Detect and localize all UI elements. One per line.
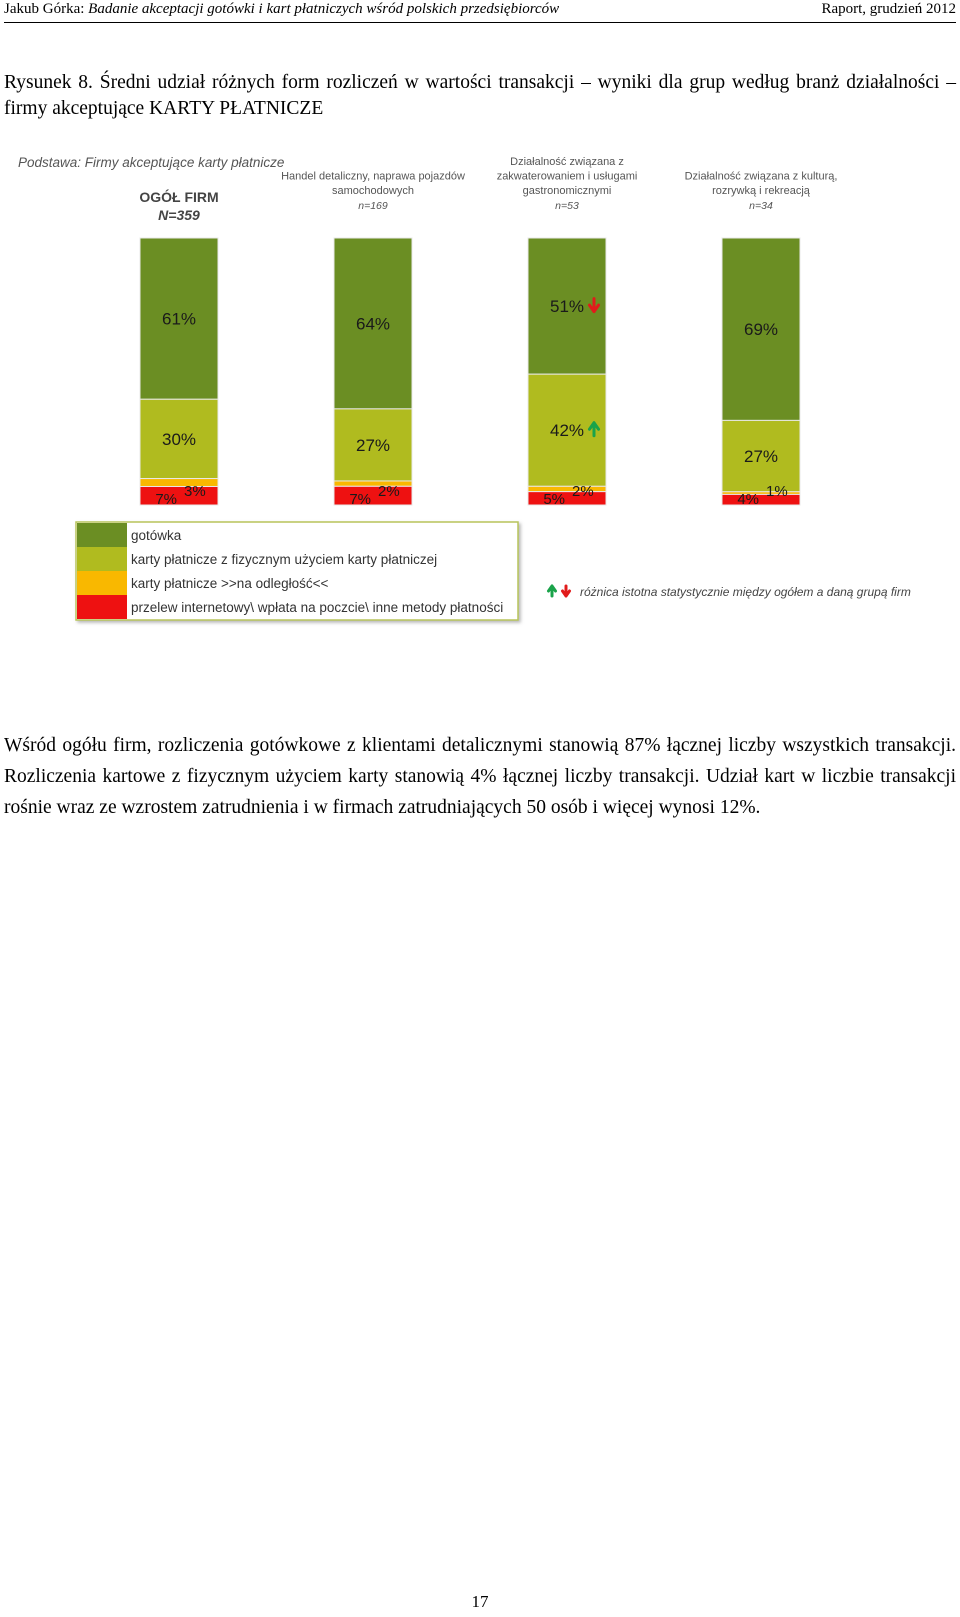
category-label: rozrywką i rekreacją <box>712 185 810 197</box>
header-left <box>4 0 559 18</box>
legend-entry: gotówka <box>131 528 182 543</box>
header-author: Jakub Górka: <box>4 1 85 17</box>
bar-segment-card-remote <box>140 479 218 487</box>
category-label: zakwaterowaniem i usługami <box>496 170 638 183</box>
legend-swatch <box>77 523 127 547</box>
category-sample-size: N=359 <box>158 207 200 223</box>
header-report: Raport, grudzień 2012 <box>821 1 956 17</box>
category-label: OGÓŁ FIRM <box>139 189 219 205</box>
data-label: 3% <box>184 483 206 500</box>
bar-segment-other <box>334 486 412 505</box>
data-label: 27% <box>743 447 779 467</box>
data-label: 61% <box>161 309 197 329</box>
bar-segment-other <box>722 494 800 505</box>
data-label: 7% <box>349 491 371 508</box>
category-sample-size: n=169 <box>358 200 388 212</box>
body-text <box>4 730 956 823</box>
data-label: 27% <box>355 435 391 455</box>
category-label: Działalność związana z kulturą, <box>684 170 838 183</box>
data-label: 2% <box>572 483 594 500</box>
significance-note: różnica istotna statystycznie między ogółem a daną grupą firm <box>580 585 911 599</box>
header-title: Badanie akceptacji gotówki i kart płatniczych wśród polskich przedsiębiorców <box>88 1 560 17</box>
page-header <box>4 0 956 23</box>
figure <box>14 150 944 650</box>
legend-swatch <box>77 595 127 619</box>
category-label: gastronomicznymi <box>522 185 612 197</box>
bar-segment-card-remote <box>334 481 412 486</box>
legend-entry: karty płatnicze >>na odległość<< <box>131 576 329 591</box>
body-paragraph: Wśród ogółu firm, rozliczenia gotówkowe z klientami detalicznymi stanowią 87% łącznej liczby wszystkich transakcji. Rozliczenia kartowe z fizycznym użyciem karty stanowią 4% łącznej liczby transakcji. Udział kart w liczbie transakcji rośnie wraz ze wzrostem zatrudnienia i w firmach zatrudniających 50 osób i więcej wynosi 12%. <box>4 735 956 818</box>
data-label: 7% <box>155 491 177 508</box>
category-label: Działalność związana z <box>510 156 624 168</box>
stacked-bar-chart <box>14 150 944 650</box>
data-label: 1% <box>766 483 788 500</box>
data-label: 51% <box>549 297 585 317</box>
data-label: 2% <box>378 483 400 500</box>
data-label: 69% <box>743 320 779 340</box>
data-label: 30% <box>161 429 197 449</box>
significance-up-icon <box>549 586 556 596</box>
data-label: 5% <box>543 491 565 508</box>
legend-entry: karty płatnicze z fizycznym użyciem karty płatniczej <box>131 552 438 567</box>
category-label: Handel detaliczny, naprawa pojazdów <box>281 170 465 183</box>
category-label: samochodowych <box>332 185 414 197</box>
legend-entry: przelew internetowy\ wpłata na poczcie\ inne metody płatności <box>131 600 504 615</box>
bar-segment-other <box>528 492 606 505</box>
data-label: 42% <box>549 421 585 441</box>
data-label: 4% <box>737 491 759 508</box>
data-label: 64% <box>355 314 391 334</box>
bar-segment-card-remote <box>528 486 606 491</box>
legend-swatch <box>77 571 127 595</box>
legend-swatch <box>77 547 127 571</box>
figure-caption: Rysunek 8. Średni udział różnych form rozliczeń w wartości transakcji – wyniki dla grup według branż działalności – firmy akceptujące KARTY PŁATNICZE <box>4 72 956 119</box>
significance-down-icon <box>563 586 570 596</box>
bar-segment-other <box>140 486 218 505</box>
category-sample-size: n=34 <box>749 200 773 212</box>
page-number: 17 <box>471 1592 489 1611</box>
chart-base-label: Podstawa: Firmy akceptujące karty płatnicze <box>18 155 285 170</box>
category-sample-size: n=53 <box>555 200 579 212</box>
